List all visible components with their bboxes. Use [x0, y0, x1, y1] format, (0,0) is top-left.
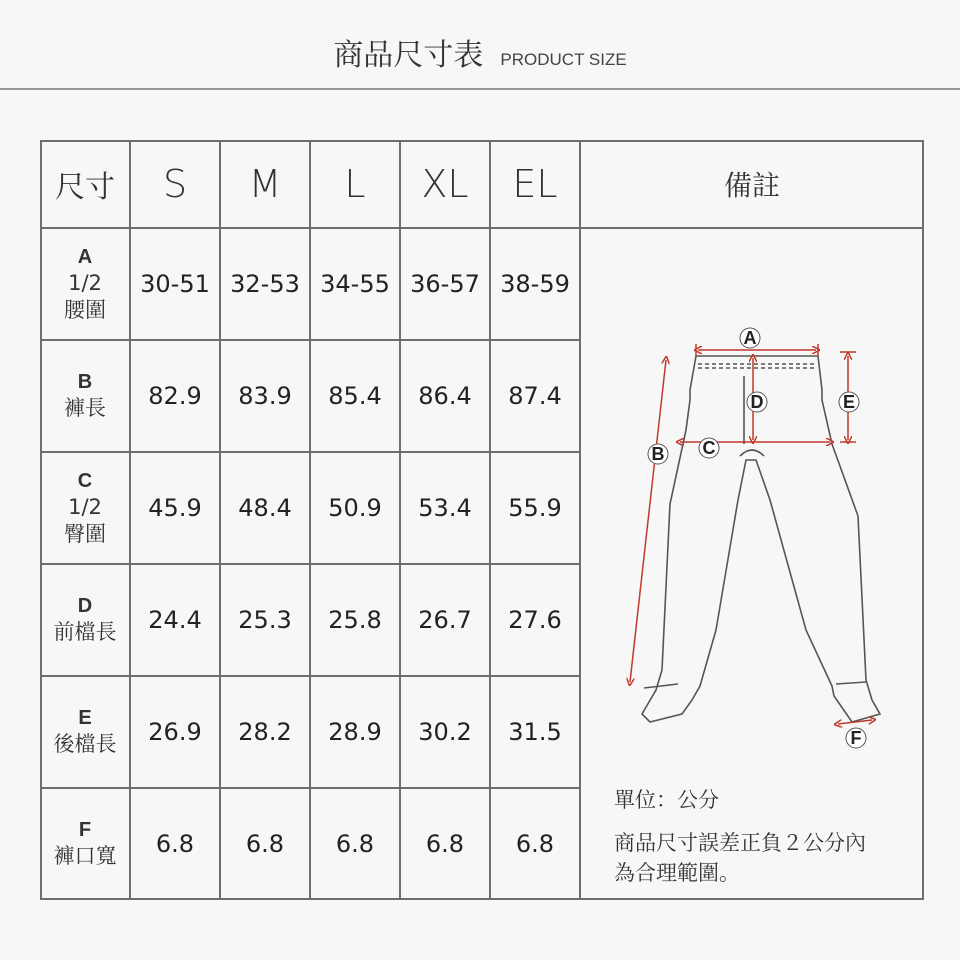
row-code: A — [77, 246, 93, 269]
value-f-l: 6.8 — [335, 830, 375, 858]
value-c-s: 45.9 — [148, 494, 202, 522]
value-b-s: 82.9 — [148, 382, 202, 410]
row-label-a — [40, 228, 130, 340]
column-divider — [309, 140, 311, 900]
column-divider — [219, 140, 221, 900]
value-a-el: 38-59 — [500, 270, 570, 298]
crotch-curve — [740, 450, 764, 456]
value-f-m: 6.8 — [245, 830, 285, 858]
value-d-el: 27.6 — [508, 606, 562, 634]
value-f-xl: 6.8 — [425, 830, 465, 858]
label-b: B — [651, 444, 665, 464]
value-f-el: 6.8 — [515, 830, 555, 858]
page-header — [0, 0, 960, 90]
row-label-text: 腰圍 — [64, 297, 106, 322]
header-size-s: S — [162, 162, 188, 206]
label-a: A — [743, 328, 757, 348]
column-divider — [129, 140, 131, 900]
row-label-text: 後檔長 — [53, 732, 117, 757]
value-d-m: 25.3 — [238, 606, 292, 634]
measure-b-line — [630, 360, 666, 682]
row-label-d — [40, 564, 130, 676]
value-a-s: 30-51 — [140, 270, 210, 298]
row-code: B — [77, 371, 93, 394]
title-group — [0, 30, 960, 74]
left-cuff-line — [644, 684, 678, 688]
label-d: D — [750, 392, 764, 412]
row-code: F — [78, 819, 92, 842]
row-label-text: 1/2 — [68, 495, 102, 520]
row-divider — [40, 675, 580, 677]
value-c-el: 55.9 — [508, 494, 562, 522]
value-d-s: 24.4 — [148, 606, 202, 634]
page-title: 商品尺寸表 — [333, 38, 484, 73]
value-c-xl: 53.4 — [418, 494, 472, 522]
value-e-el: 31.5 — [508, 718, 562, 746]
header-size-el: EL — [512, 162, 558, 206]
column-divider — [579, 140, 581, 900]
table-border-left — [40, 140, 42, 900]
right-cuff-line — [836, 682, 866, 684]
column-divider — [489, 140, 491, 900]
label-c: C — [702, 438, 716, 458]
table-border-right — [922, 140, 924, 900]
value-e-m: 28.2 — [238, 718, 292, 746]
row-code: D — [77, 595, 93, 618]
row-code: C — [77, 470, 93, 493]
value-e-s: 26.9 — [148, 718, 202, 746]
value-c-l: 50.9 — [328, 494, 382, 522]
pants-diagram — [600, 320, 900, 760]
row-label-f — [40, 788, 130, 900]
notes-panel — [614, 786, 914, 888]
row-label-text: 1/2 — [68, 271, 102, 296]
value-e-xl: 30.2 — [418, 718, 472, 746]
unit-note: 單位：公分 — [614, 788, 719, 812]
measure-labels — [648, 328, 866, 748]
label-f: F — [850, 728, 862, 748]
value-a-l: 34-55 — [320, 270, 390, 298]
row-label-text: 臀圍 — [64, 521, 106, 546]
tolerance-note-line1: 商品尺寸誤差正負２公分內 — [614, 831, 866, 856]
header-size-l: L — [344, 162, 366, 206]
header-size-label: 尺寸 — [55, 170, 115, 205]
row-label-b — [40, 340, 130, 452]
value-a-xl: 36-57 — [410, 270, 480, 298]
row-divider — [40, 563, 580, 565]
value-b-el: 87.4 — [508, 382, 562, 410]
header-size-m: M — [248, 162, 282, 206]
value-f-s: 6.8 — [155, 830, 195, 858]
row-label-text: 前檔長 — [53, 620, 117, 645]
value-c-m: 48.4 — [238, 494, 292, 522]
row-label-text: 褲長 — [64, 396, 106, 421]
header-divider — [0, 88, 960, 90]
row-label-e — [40, 676, 130, 788]
label-e: E — [842, 392, 856, 412]
row-label-c — [40, 452, 130, 564]
tolerance-note-line2: 為合理範圍。 — [614, 860, 740, 885]
table-border-top — [40, 140, 924, 142]
value-b-l: 85.4 — [328, 382, 382, 410]
header-divider-line — [40, 227, 924, 229]
header-size-xl: XL — [421, 162, 469, 206]
value-b-m: 83.9 — [238, 382, 292, 410]
column-divider — [399, 140, 401, 900]
value-e-l: 28.9 — [328, 718, 382, 746]
row-label-text: 褲口寬 — [53, 844, 117, 869]
value-d-xl: 26.7 — [418, 606, 472, 634]
value-a-m: 32-53 — [230, 270, 300, 298]
table-border-bottom — [40, 898, 924, 900]
value-b-xl: 86.4 — [418, 382, 472, 410]
value-d-l: 25.8 — [328, 606, 382, 634]
row-code: E — [78, 707, 92, 730]
header-notes: 備註 — [723, 169, 780, 202]
page-subtitle: PRODUCT SIZE — [500, 50, 627, 69]
row-divider — [40, 787, 580, 789]
row-divider — [40, 451, 580, 453]
row-divider — [40, 339, 580, 341]
